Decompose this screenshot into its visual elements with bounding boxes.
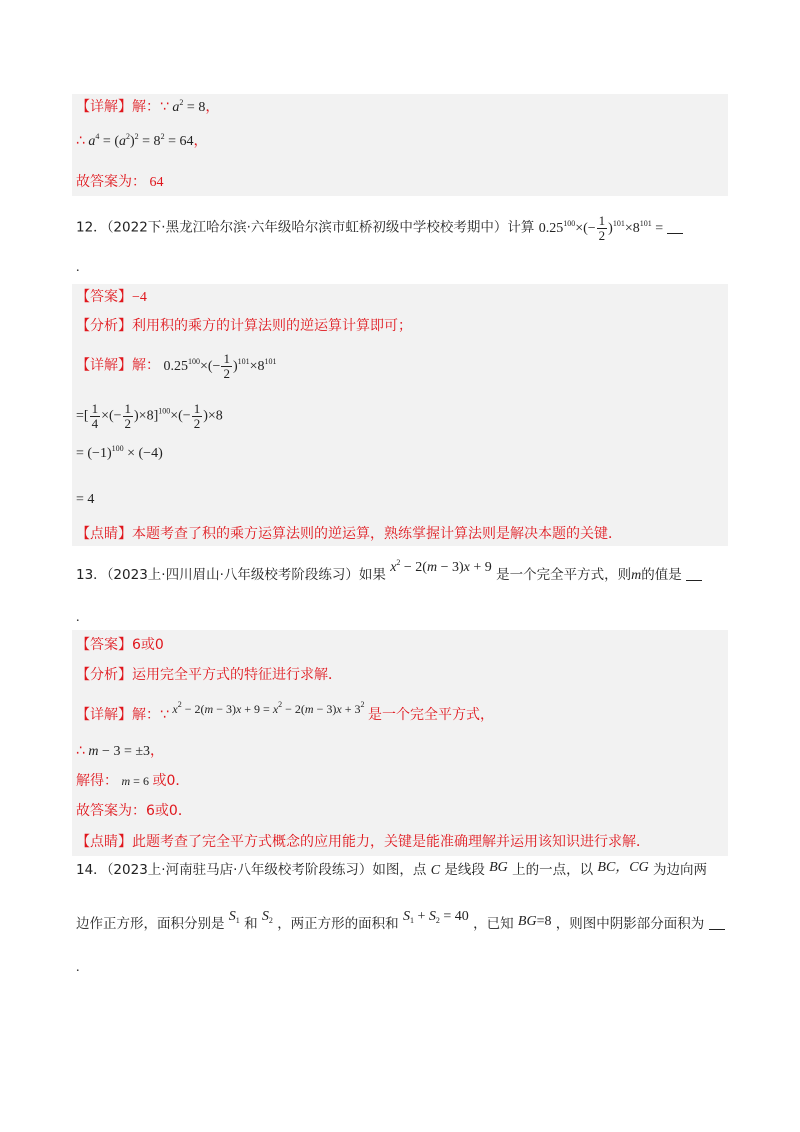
q13-therefore-line bbox=[76, 741, 164, 762]
question-number: 14． bbox=[76, 862, 107, 878]
detail-tag: 【详解】 bbox=[76, 707, 132, 723]
q11-therefore-line bbox=[76, 131, 207, 152]
q13-detail-expr: $x^2 - 2(m - 3)x + 9 = x^2 - 2(m - 3)x + 3^2$ bbox=[172, 700, 365, 716]
q11-expr2-end: ， bbox=[193, 133, 208, 149]
solve-end: 或0． bbox=[152, 773, 190, 789]
answer-value: −4 bbox=[132, 290, 147, 305]
question-number: 13． bbox=[76, 567, 107, 583]
question-source: （2023上·四川眉山·八年级校考阶段练习）如果 bbox=[106, 567, 386, 583]
answer-value: 64 bbox=[149, 175, 164, 190]
detail-tag: 【详解】 bbox=[76, 99, 132, 115]
q13-solve-line bbox=[76, 771, 189, 792]
var-m: m bbox=[631, 568, 642, 583]
segment-bg: BG bbox=[489, 860, 508, 875]
question-source: （2023上·河南驻马店·八年级校考阶段练习）如图，点 bbox=[106, 862, 427, 878]
comment-text: 此题考查了完全平方式概念的应用能力，关键是能准确理解并运用该知识进行求解． bbox=[132, 834, 650, 850]
line2-c: ，已知 bbox=[473, 916, 514, 932]
answer-blank bbox=[686, 566, 702, 581]
question-text: 是一个完全平方式，则 bbox=[496, 567, 632, 583]
detail-text: 解： bbox=[132, 357, 160, 374]
q12-analysis-line bbox=[76, 316, 412, 337]
q11-answer-line bbox=[76, 172, 164, 193]
q13-solution-box bbox=[72, 630, 728, 856]
q13-detail-line bbox=[76, 700, 494, 726]
therefore-symbol: ∴ bbox=[76, 743, 85, 759]
detail-text: 解：∵ bbox=[132, 99, 169, 115]
bc-cg: BC，CG bbox=[597, 860, 649, 875]
s1: $S_1$ bbox=[228, 909, 240, 925]
comment-text: 本题考查了积的乘方运算法则的逆运算，熟练掌握计算法则是解决本题的关键． bbox=[132, 526, 622, 542]
detail-text: 解：∵ bbox=[132, 707, 169, 723]
detail-after: 是一个完全平方式， bbox=[367, 707, 494, 723]
question-text-end: 的值是 bbox=[641, 567, 682, 583]
q11-expr1-end: ， bbox=[205, 99, 220, 115]
point-c: C bbox=[430, 863, 441, 878]
q14-question-line1 bbox=[76, 860, 707, 881]
and-text: 和 bbox=[244, 916, 258, 932]
comment-tag: 【点睛】 bbox=[76, 526, 132, 542]
q12-expr: $0.25^{100}\times(-$ $\frac{1}{2}$ )$^{101}\times 8^{101}$ = bbox=[538, 213, 664, 243]
analysis-text: 运用完全平方式的特征进行求解． bbox=[132, 667, 342, 683]
answer-prefix: 故答案为： bbox=[76, 174, 146, 190]
q13-period: . bbox=[76, 610, 80, 625]
q14-period: . bbox=[76, 960, 80, 975]
analysis-tag: 【分析】 bbox=[76, 318, 132, 334]
q13-comment-line bbox=[76, 832, 650, 853]
q13-question bbox=[76, 558, 702, 586]
line2-a: 边作正方形，面积分别是 bbox=[76, 916, 225, 932]
q12-step2: =[ $\frac{1}{4}$ ×(− $\frac{1}{2}$ )×8]$^{100}$×(− $\frac{1}{2}$ )×8 bbox=[76, 401, 223, 431]
final-prefix: 故答案为： bbox=[76, 803, 146, 819]
question-source: （2022下·黑龙江哈尔滨·六年级哈尔滨市虹桥初级中学校校考期中）计算 bbox=[106, 219, 535, 236]
analysis-text: 利用积的乘方的计算法则的逆运算计算即可； bbox=[132, 318, 412, 334]
q12-step4: = 4 bbox=[76, 492, 95, 507]
q13-answer-line bbox=[76, 635, 164, 656]
q12-detail-line bbox=[76, 352, 277, 381]
answer-blank bbox=[709, 915, 725, 930]
line2-d: ，则图中阴影部分面积为 bbox=[555, 916, 705, 932]
solve-prefix: 解得： bbox=[76, 773, 118, 789]
text3: 为边向两 bbox=[653, 862, 708, 878]
q13-expr: $x^2 - 2(m - 3)x + 9$ bbox=[390, 558, 492, 575]
q13-step: m − 3 = ±3 bbox=[88, 744, 151, 759]
q12-step3: = $(-1)^{100} \times (-4)$ bbox=[76, 444, 163, 461]
question-number: 12． bbox=[76, 219, 107, 236]
q11-expr2: $a^4 = (a^2)^2 = 8^2 = 64$ bbox=[88, 132, 194, 149]
answer-blank bbox=[667, 219, 683, 234]
s2: $S_2$ bbox=[261, 909, 273, 925]
q12-comment-line bbox=[76, 524, 622, 545]
text2: 上的一点，以 bbox=[512, 862, 594, 878]
analysis-tag: 【分析】 bbox=[76, 667, 132, 683]
step-end: ， bbox=[150, 743, 165, 759]
q13-solve-expr: m = 6 bbox=[121, 774, 149, 788]
q12-period: . bbox=[76, 260, 80, 275]
answer-value: 6或0 bbox=[132, 637, 164, 653]
answer-tag: 【答案】 bbox=[76, 289, 132, 305]
q12-question bbox=[76, 214, 683, 243]
q12-answer-line bbox=[76, 287, 147, 308]
sum-expr: $S_1 + S_2 = 40$ bbox=[402, 909, 469, 925]
q13-final-line bbox=[76, 801, 192, 822]
q12-step1: $0.25^{100}\times(-$ $\frac{1}{2}$ )$^{101}\times 8^{101}$ bbox=[163, 351, 277, 381]
bg-expr: BG=8 bbox=[517, 914, 552, 929]
q11-detail-line bbox=[76, 97, 219, 118]
q13-analysis-line bbox=[76, 665, 342, 686]
answer-tag: 【答案】 bbox=[76, 637, 132, 653]
q11-expr1: $a^2 = 8$ bbox=[172, 98, 206, 115]
seg-text: 是线段 bbox=[444, 862, 485, 878]
q14-question-line2 bbox=[76, 909, 725, 935]
comment-tag: 【点睛】 bbox=[76, 834, 132, 850]
therefore-symbol: ∴ bbox=[76, 133, 85, 149]
detail-tag: 【详解】 bbox=[76, 357, 132, 374]
final-value: 6或0． bbox=[146, 803, 192, 819]
line2-b: ，两正方形的面积和 bbox=[277, 916, 399, 932]
